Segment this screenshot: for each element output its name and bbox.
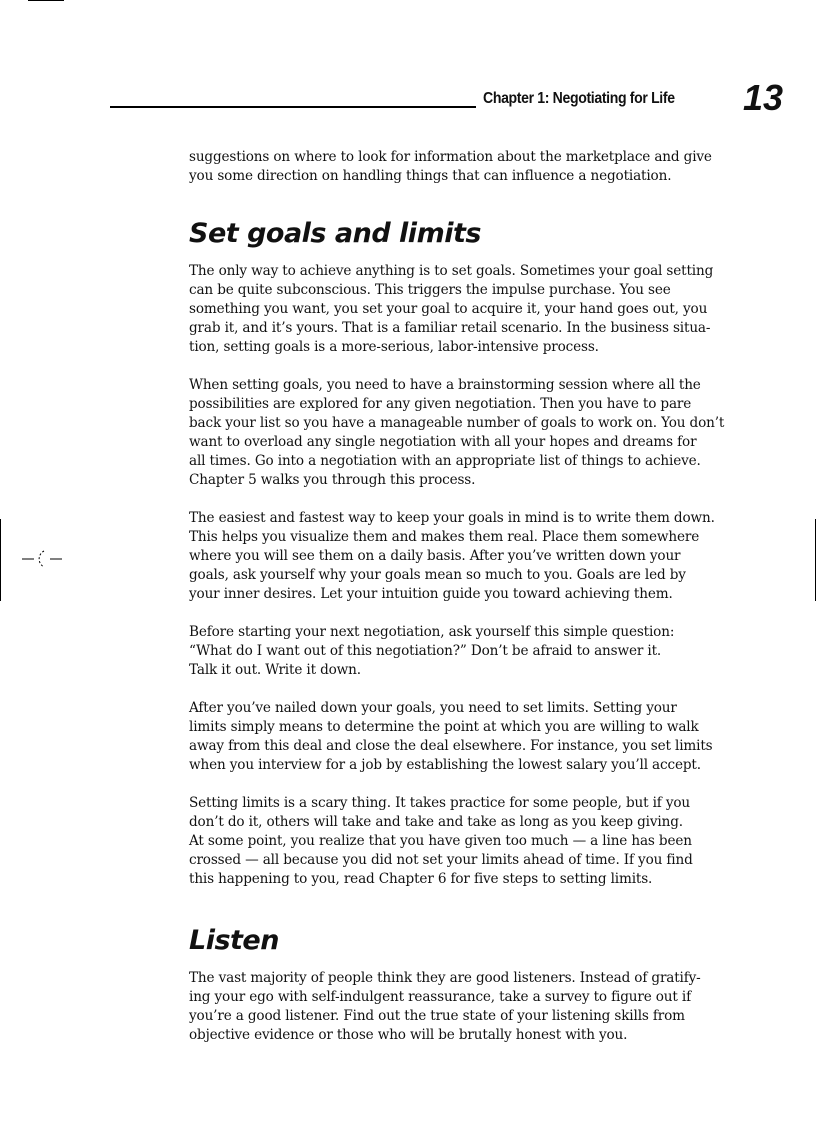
- text-line: ing your ego with self-indulgent reassurance, take a survey to figure out if: [189, 989, 691, 1005]
- text-line: crossed — all because you did not set your limits ahead of time. If you find: [189, 852, 693, 868]
- text-line: The easiest and fastest way to keep your goals in mind is to write them down.: [189, 510, 715, 526]
- text-line: where you will see them on a daily basis. After you’ve written down your: [189, 548, 681, 564]
- chapter-title: Chapter 1: Negotiating for Life: [483, 90, 675, 107]
- paragraph: [189, 376, 725, 490]
- header-rule: [110, 106, 476, 108]
- text-line: tion, setting goals is a more-serious, labor-intensive process.: [189, 339, 599, 355]
- text-line: suggestions on where to look for information about the marketplace and give: [189, 149, 712, 165]
- text-line: possibilities are explored for any given negotiation. Then you have to pare: [189, 396, 692, 412]
- paragraph: [189, 623, 709, 680]
- text-line: goals, ask yourself why your goals mean so much to you. Goals are led by: [189, 567, 686, 583]
- text-line: Talk it out. Write it down.: [189, 662, 361, 678]
- text-line: grab it, and it’s yours. That is a familiar retail scenario. In the business situa-: [189, 320, 711, 336]
- intro-paragraph: [189, 148, 712, 186]
- running-header: [110, 78, 786, 118]
- text-line: when you interview for a job by establishing the lowest salary you’ll accept.: [189, 757, 701, 773]
- text-line: you some direction on handling things that can influence a negotiation.: [189, 168, 672, 184]
- text-line: limits simply means to determine the point at which you are willing to walk: [189, 719, 699, 735]
- text-line: The vast majority of people think they are good listeners. Instead of gratify-: [189, 970, 701, 986]
- text-line: Setting limits is a scary thing. It takes practice for some people, but if you: [189, 795, 691, 811]
- text-line: “What do I want out of this negotiation?” Don’t be afraid to answer it.: [189, 643, 662, 659]
- text-line: Chapter 5 walks you through this process.: [189, 472, 476, 488]
- text-line: want to overload any single negotiation with all your hopes and dreams for: [189, 434, 697, 450]
- section-heading-goals: Set goals and limits: [189, 218, 481, 249]
- text-line: away from this deal and close the deal elsewhere. For instance, you set limits: [189, 738, 713, 754]
- crop-mark-left: [0, 519, 1, 601]
- text-line: your inner desires. Let your intuition guide you toward achieving them.: [189, 586, 673, 602]
- text-line: When setting goals, you need to have a brainstorming session where all the: [189, 377, 701, 393]
- paragraph: [189, 262, 714, 357]
- text-line: The only way to achieve anything is to set goals. Sometimes your goal setting: [189, 263, 714, 279]
- text-line: Before starting your next negotiation, ask yourself this simple question:: [189, 624, 675, 640]
- paragraph: [189, 509, 715, 604]
- paragraph: [189, 699, 713, 775]
- text-line: don’t do it, others will take and take and take as long as you keep giving.: [189, 814, 683, 830]
- text-line: back your list so you have a manageable number of goals to work on. You don’t: [189, 415, 725, 431]
- text-line: all times. Go into a negotiation with an appropriate list of things to achieve.: [189, 453, 701, 469]
- text-line: After you’ve nailed down your goals, you need to set limits. Setting your: [189, 700, 677, 716]
- crop-mark-top: [28, 0, 64, 1]
- paragraph: [189, 794, 709, 889]
- text-line: This helps you visualize them and makes them real. Place them somewhere: [189, 529, 700, 545]
- text-line: something you want, you set your goal to acquire it, your hand goes out, you: [189, 301, 708, 317]
- section-heading-listen: Listen: [189, 925, 279, 956]
- paragraph: [189, 969, 709, 1045]
- text-line: objective evidence or those who will be brutally honest with you.: [189, 1027, 628, 1043]
- text-line: At some point, you realize that you have given too much — a line has been: [189, 833, 692, 849]
- page-body: [189, 148, 725, 1064]
- text-line: this happening to you, read Chapter 6 for five steps to setting limits.: [189, 871, 653, 887]
- text-line: can be quite subconscious. This triggers the impulse purchase. You see: [189, 282, 671, 298]
- page-number: 13: [743, 77, 784, 118]
- text-line: you’re a good listener. Find out the true state of your listening skills from: [189, 1008, 685, 1024]
- registration-mark-icon: [22, 549, 62, 569]
